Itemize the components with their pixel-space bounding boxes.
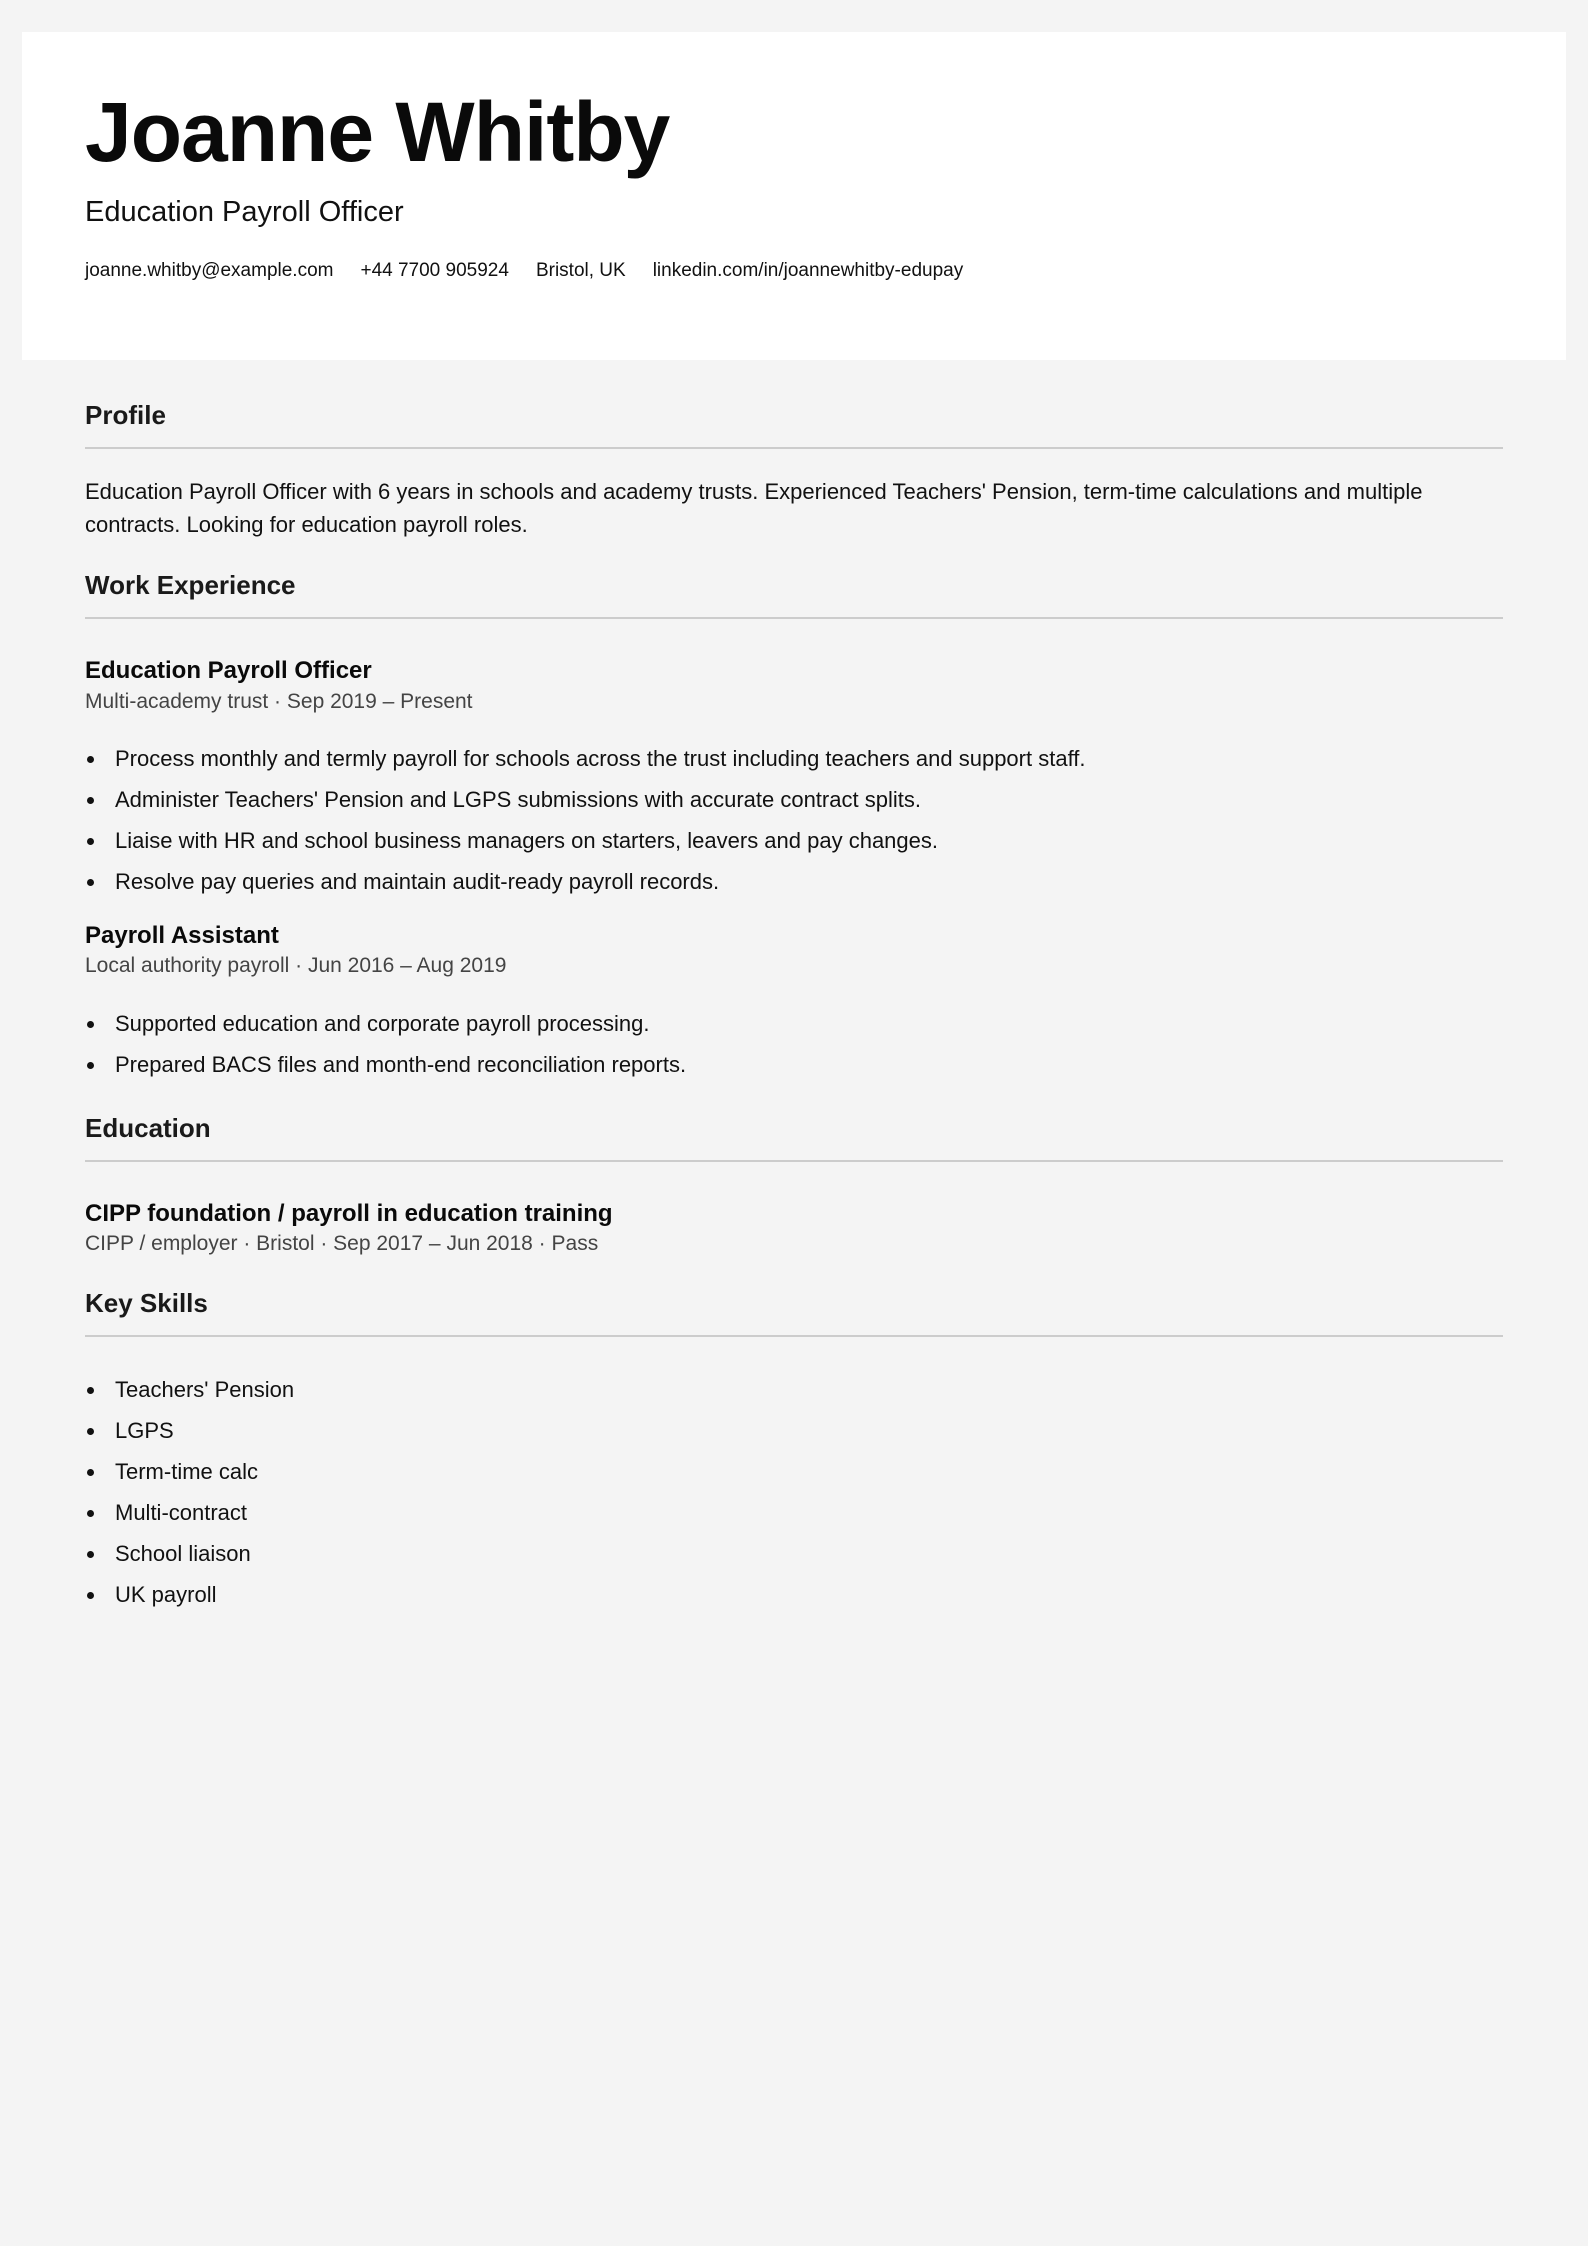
job-bullet: Process monthly and termly payroll for schools across the trust including teachers and support staff. [85, 738, 1503, 779]
job-title: Payroll Assistant [85, 921, 279, 949]
job-bullet: Prepared BACS files and month-end reconciliation reports. [85, 1044, 1503, 1085]
job-bullet: Liaise with HR and school business managers on starters, leavers and pay changes. [85, 820, 1503, 861]
skill-item: School liaison [85, 1533, 1503, 1574]
resume-body [85, 400, 1503, 1615]
job-meta: Multi-academy trust · Sep 2019 – Present [85, 689, 473, 713]
section-divider [85, 617, 1503, 619]
skills-list [85, 1369, 1503, 1615]
job-bullet: Administer Teachers' Pension and LGPS submissions with accurate contract splits. [85, 779, 1503, 820]
section-heading-education: Education [85, 1112, 211, 1143]
education-section [85, 1113, 1503, 1259]
contact-email: joanne.whitby@example.com [85, 260, 334, 281]
contact-location: Bristol, UK [535, 260, 626, 281]
profile-summary: Education Payroll Officer with 6 years in schools and academy trusts. Experienced Teachers' Pension, term-time calculations and multiple contracts. Looking for education payroll roles. [85, 479, 1423, 538]
resume-header [22, 32, 1566, 360]
profile-section [85, 400, 1503, 541]
job-bullets [85, 1003, 1503, 1085]
job-entry [85, 655, 1503, 902]
skill-item: UK payroll [85, 1574, 1503, 1615]
education-meta: CIPP / employer · Bristol · Sep 2017 – Jun 2018 · Pass [85, 1231, 599, 1255]
education-entry [85, 1198, 1503, 1259]
job-title: Education Payroll Officer [85, 657, 372, 685]
section-heading-skills: Key Skills [85, 1288, 208, 1319]
candidate-title: Education Payroll Officer [85, 196, 404, 228]
skill-item: Multi-contract [85, 1492, 1503, 1533]
skill-item: LGPS [85, 1410, 1503, 1451]
education-title: CIPP foundation / payroll in education training [85, 1199, 613, 1227]
work-experience-section [85, 570, 1503, 1084]
job-meta: Local authority payroll · Jun 2016 – Aug 2019 [85, 954, 507, 978]
contact-linkedin: linkedin.com/in/joannewhitby-edupay [652, 260, 964, 281]
section-divider [85, 1160, 1503, 1162]
skills-section [85, 1288, 1503, 1615]
job-bullets [85, 738, 1503, 902]
section-divider [85, 1335, 1503, 1337]
candidate-name: Joanne Whitby [85, 85, 670, 179]
section-divider [85, 447, 1503, 449]
job-entry [85, 920, 1503, 1085]
job-bullet: Supported education and corporate payroll processing. [85, 1003, 1503, 1044]
section-heading-experience: Work Experience [85, 570, 296, 601]
job-bullet: Resolve pay queries and maintain audit-ready payroll records. [85, 861, 1503, 902]
contact-line [85, 260, 963, 282]
section-heading-profile: Profile [85, 400, 166, 430]
skill-item: Teachers' Pension [85, 1369, 1503, 1410]
skill-item: Term-time calc [85, 1451, 1503, 1492]
contact-phone: +44 7700 905924 [360, 260, 509, 281]
